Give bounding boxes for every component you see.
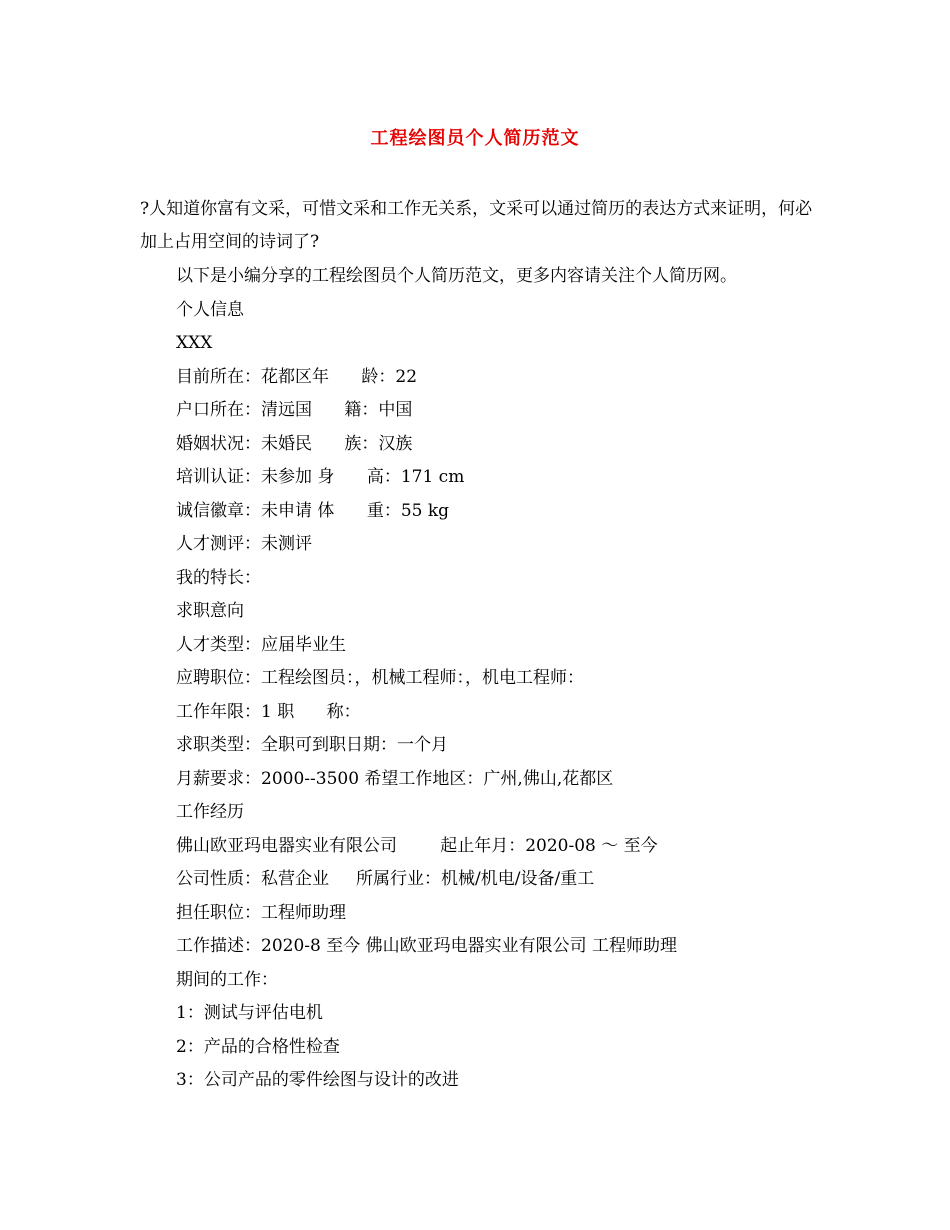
text-line: 人才测评：未测评 (176, 534, 312, 554)
text-line: XXX (176, 333, 213, 353)
text-line: 应聘职位：工程绘图员：，机械工程师：，机电工程师： (176, 668, 584, 688)
intro-paragraph: ?人知道你富有文采，可惜文采和工作无关系，文采可以通过简历的表达方式来证明，何必加上占用空间的诗词了? (140, 199, 813, 252)
text-line: 培训认证：未参加 身 高：171 cm (176, 467, 465, 487)
text-line: 人才类型：应届毕业生 (176, 634, 346, 655)
text-line: 求职类型：全职可到职日期：一个月 (176, 735, 448, 755)
text-line: 佛山欧亚玛电器实业有限公司 起止年月：2020-08 ～ 至今 (176, 835, 658, 856)
text-line: 户口所在：清远国 籍：中国 (176, 400, 413, 420)
text-line: 目前所在：花都区年 龄：22 (176, 366, 418, 387)
text-line: 1：测试与评估电机 (176, 1003, 323, 1023)
text-line: 工作描述：2020-8 至今 佛山欧亚玛电器实业有限公司 工程师助理 (176, 936, 678, 956)
text-line: 2：产品的合格性检查 (176, 1036, 340, 1057)
text-line: 我的特长： (176, 567, 261, 588)
text-line: 期间的工作： (176, 969, 278, 990)
text-line: 3：公司产品的零件绘图与设计的改进 (176, 1070, 459, 1090)
text-line: 担任职位：工程师助理 (176, 902, 346, 923)
text-line: 婚姻状况：未婚民 族：汉族 (176, 433, 413, 454)
section-heading-job-intention: 求职意向 (176, 601, 244, 621)
text-line: 公司性质：私营企业 所属行业：机械/机电/设备/重工 (176, 869, 595, 889)
document-title: 工程绘图员个人简历范文 (370, 128, 580, 149)
text-line: 月薪要求：2000--3500 希望工作地区：广州,佛山,花都区 (176, 768, 614, 789)
section-heading-personal-info: 个人信息 (176, 299, 244, 320)
resume-body (176, 260, 856, 1098)
text-line: 诚信徽章：未申请 体 重：55 kg (176, 500, 450, 521)
text-line: 以下是小编分享的工程绘图员个人简历范文，更多内容请关注个人简历网。 (176, 266, 737, 286)
text-line: 工作年限：1 职 称： (176, 701, 361, 722)
section-heading-work-experience: 工作经历 (176, 802, 244, 822)
